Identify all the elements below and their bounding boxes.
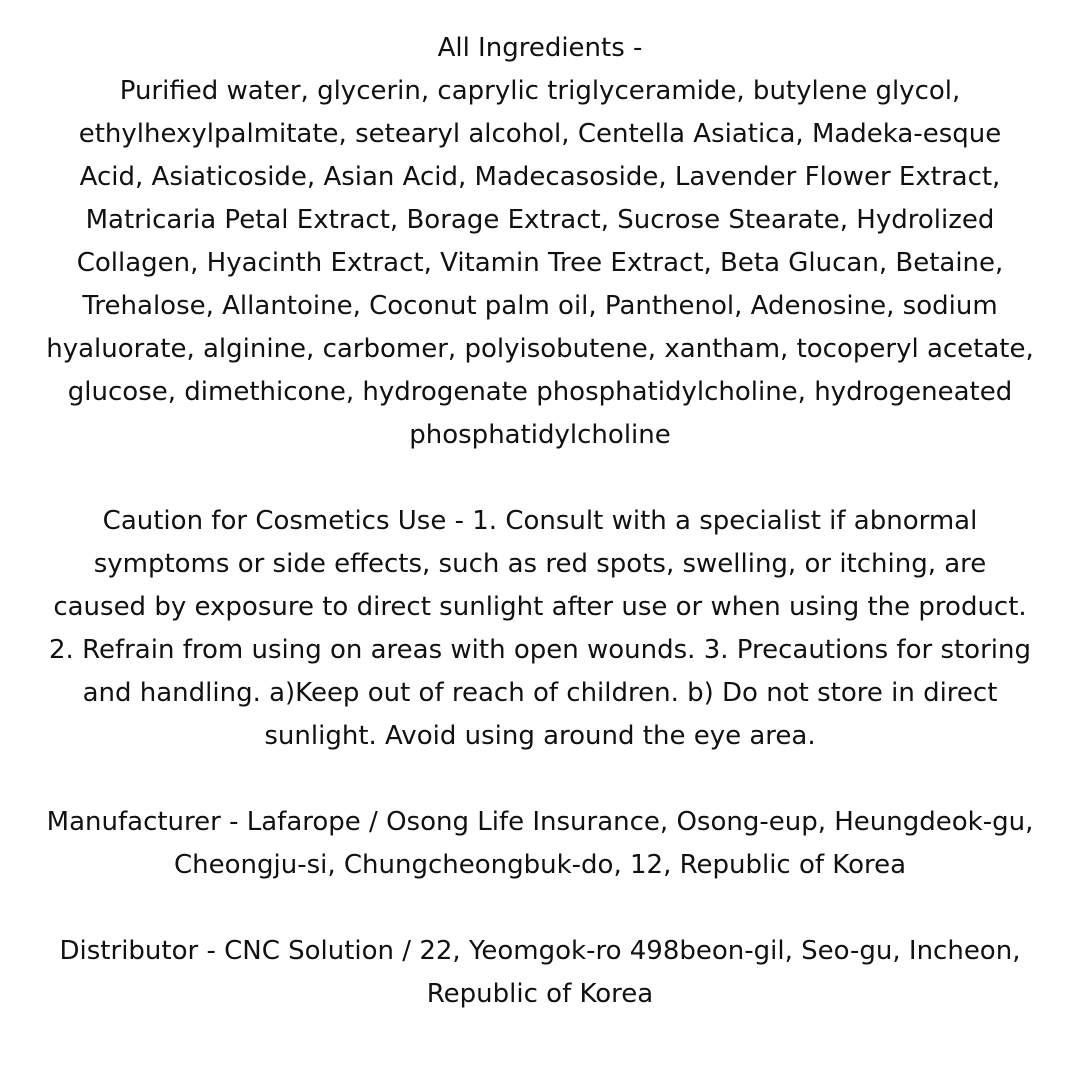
section-spacer — [45, 457, 1035, 500]
ingredients-list: Purified water, glycerin, caprylic triglyceramide, butylene glycol, ethylhexylpalmitate, setearyl alcohol, Centella Asiatica, Madeka-esque Acid, Asiaticoside, Asian Acid, Madecasoside, Lavender Flower Extract, Matricaria Petal Extract, Borage Extract, Sucrose Stearate, Hydrolized Collagen, Hyacinth Extract, Vitamin Tree Extract, Beta Glucan, Betaine, Trehalose, Allantoine, Coconut palm oil, Panthenol, Adenosine, sodium hyaluorate, alginine, carbomer, polyisobutene, xantham, tocoperyl acetate, glucose, dimethicone, hydrogenate phosphatidylcholine, hydrogeneated phosphatidylcholine — [46, 76, 1034, 450]
manufacturer-section — [45, 801, 1035, 887]
caution-text: Caution for Cosmetics Use - 1. Consult with a specialist if abnormal symptoms or side effects, such as red spots, swelling, or itching, are caused by exposure to direct sunlight after use or when using the product. 2. Refrain from using on areas with open wounds. 3. Precautions for storing and handling. a)Keep out of reach of children. b) Do not store in direct sunlight. Avoid using around the eye area. — [49, 506, 1031, 751]
manufacturer-text: Manufacturer - Lafarope / Osong Life Insurance, Osong-eup, Heungdeok-gu, Cheongju-si, Chungcheongbuk-do, 12, Republic of Korea — [46, 807, 1034, 880]
caution-section — [45, 500, 1035, 758]
ingredients-section — [45, 27, 1035, 457]
section-spacer — [45, 758, 1035, 801]
ingredients-heading: All Ingredients - — [437, 33, 643, 63]
distributor-text: Distributor - CNC Solution / 22, Yeomgok-ro 498beon-gil, Seo-gu, Incheon, Republic of Korea — [59, 936, 1021, 1009]
section-spacer — [45, 887, 1035, 930]
distributor-section — [45, 930, 1035, 1016]
